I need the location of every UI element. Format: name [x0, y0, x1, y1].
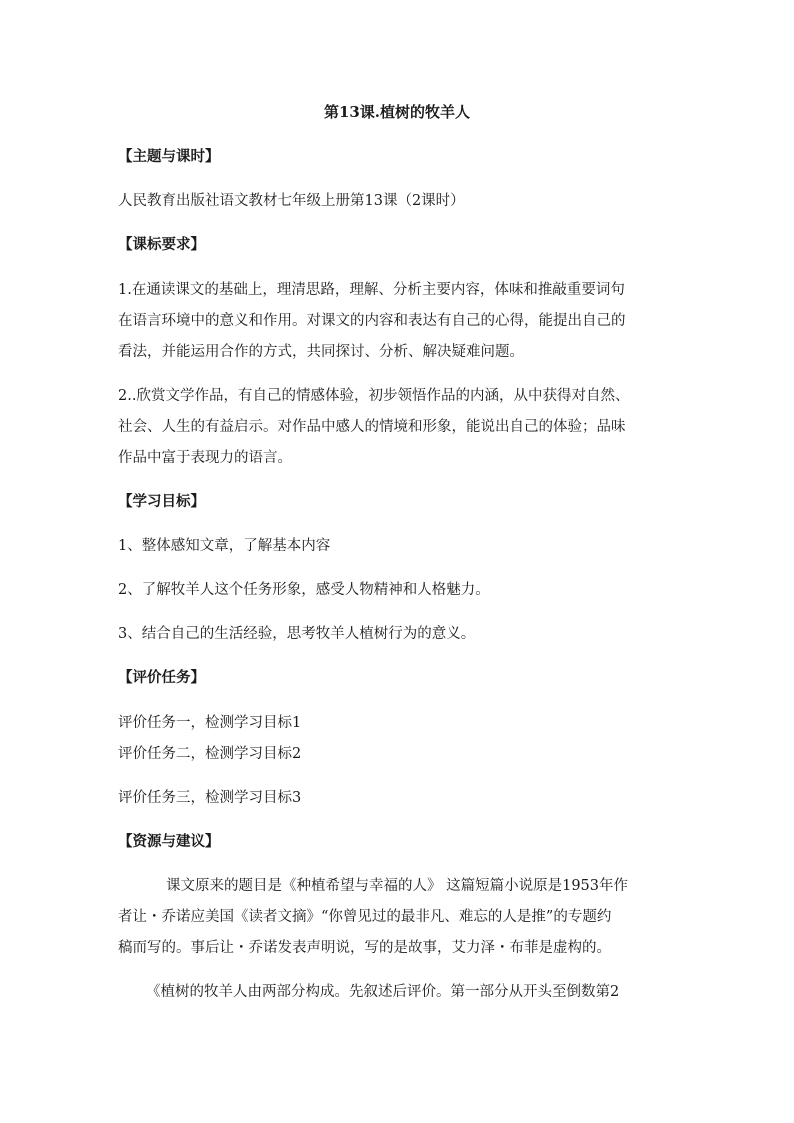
standards-p2-line2: 社会、人生的有益启示。对作品中感人的情境和形象，能说出自己的体验；品味: [118, 419, 626, 435]
standards-p2-line1: 2..欣赏文学作品，有自己的情感体验，初步领悟作品的内涵，从中获得对自然、: [118, 388, 630, 404]
theme-heading: 【主题与课时】: [118, 148, 220, 165]
resources-p1-line2: 者让・乔诺应美国《读者文摘》“你曾见过的最非凡、难忘的人是推”的专题约: [118, 909, 612, 925]
objective-item-3: 3、结合自己的生活经验，思考牧羊人植树行为的意义。: [118, 626, 476, 642]
tasks-heading: 【评价任务】: [118, 669, 205, 686]
standards-p1-line1: 1.在通读课文的基础上，理清思路，理解、分析主要内容，体味和推敲重要词句: [118, 282, 625, 298]
objectives-heading: 【学习目标】: [118, 493, 205, 510]
resources-p1-line3: 稿而写的。事后让・乔诺发表声明说，写的是故事，艾力泽・布菲是虚构的。: [118, 940, 611, 956]
page-title: 第13课.植树的牧羊人: [323, 103, 471, 121]
resources-p1-line1: 课文原来的题目是《种植希望与幸福的人》 这篇短篇小说原是1953年作: [166, 878, 629, 894]
task-item-1: 评价任务一，检测学习目标1: [118, 715, 302, 731]
standards-heading: 【课标要求】: [118, 236, 205, 253]
theme-text: 人民教育出版社语文教材七年级上册第13课（2课时）: [118, 193, 465, 209]
task-item-2: 评价任务二，检测学习目标2: [118, 746, 302, 762]
objective-item-1: 1、整体感知文章，了解基本内容: [118, 538, 331, 554]
standards-p1-line3: 看法，并能运用合作的方式，共同探讨、分析、解决疑难问题。: [118, 344, 524, 360]
resources-p2-line1: 《植树的牧羊人由两部分构成。先叙述后评价。第一部分从开头至倒数第2: [146, 984, 620, 1000]
resources-heading: 【资源与建议】: [118, 833, 220, 850]
standards-p2-line3: 作品中富于表现力的语言。: [118, 450, 292, 466]
standards-p1-line2: 在语言环境中的意义和作用。对课文的内容和表达有自己的心得，能提出自己的: [118, 313, 626, 329]
objective-item-2: 2、了解牧羊人这个任务形象，感受人物精神和人格魅力。: [118, 582, 490, 598]
task-item-3: 评价任务三，检测学习目标3: [118, 790, 302, 806]
